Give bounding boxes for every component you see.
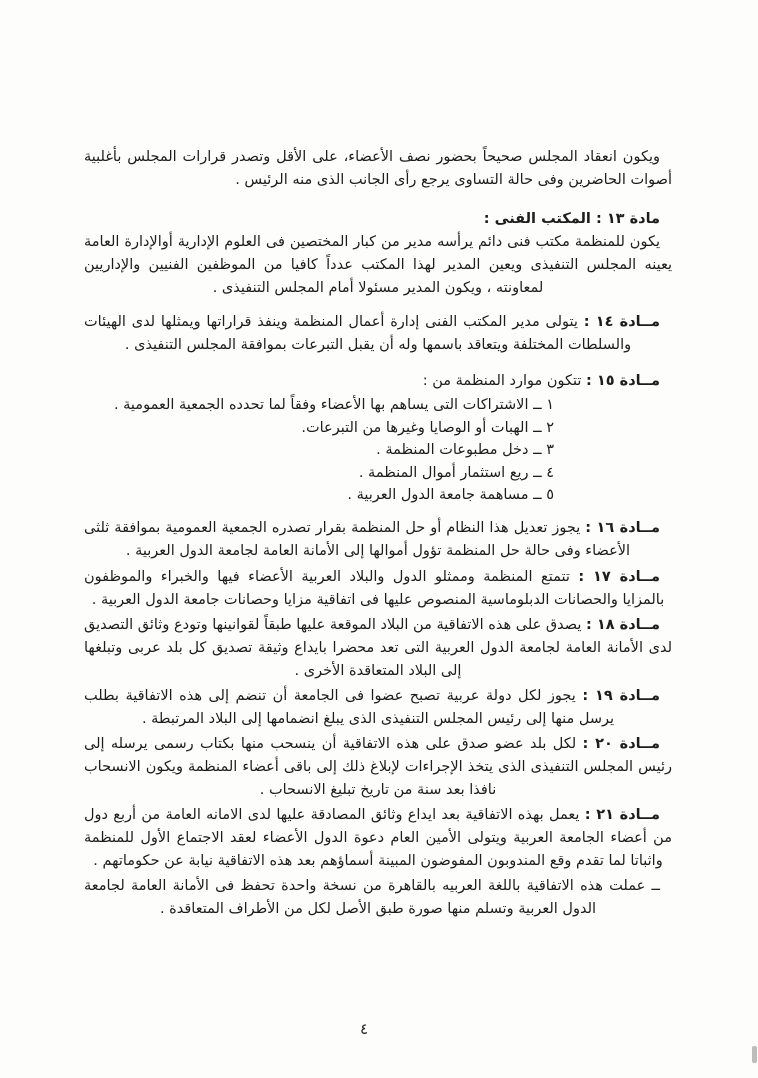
resources-list-item-2: ٢ ــ الهبات أو الوصايا وغيرها من التبرعات. [301,419,554,436]
article-14-paragraph [84,311,672,357]
article-13-text: يكون للمنظمة مكتب فنى دائم يرأسه مدير من كبار المختصين فى العلوم الإدارية أوالإدارة العامة يعينه المجلس التنفيذى ويعين المدير لهذا المكتب عدداً كافيا من الموظفين الفنيين والإداريين لمعاونته ، ويكون المدير مسئولا أمام المجلس التنفيذى . [84,234,672,296]
article-17-text: تتمتع المنظمة وممثلو الدول والبلاد العربية الأعضاء فيها والخبراء والموظفون بالمزايا والحصانات الدبلوماسية المنصوص عليها فى اتفاقية مزايا وحصانات جامعة الدول العربية . [84,568,665,608]
article-15-paragraph [84,370,672,393]
article-21-text: يعمل بهذه الاتفاقية بعد ايداع وثائق المصادقة عليها لدى الامانه العامة من أربع دول من أعضاء الجامعة العربية ويتولى الأمين العام دعوة الدول الأعضاء لعقد الاجتماع الأول للمنظمة واثباتا لما تقدم وقع المندوبون المفوضون المبينة أسماؤهم بعد هذه الاتفاقية نيابة عن حكوماتهم . [84,806,672,869]
article-19-paragraph [84,685,672,731]
intro-paragraph: ويكون انعقاد المجلس صحيحاً بحضور نصف الأعضاء، على الأقل وتصدر قرارات المجلس بأغلبية أصوات الحاضرين وفى حالة التساوى يرجع رأى الجانب الذى منه الرئيس . [84,149,672,188]
article-17-label: مــادة ١٧ : [578,568,660,585]
article-16-label: مــادة ١٦ : [585,519,660,536]
article-20-paragraph [84,733,672,802]
resources-list-item-5: ٥ ــ مساهمة جامعة الدول العربية . [347,487,554,503]
resources-list-item-3: ٣ ــ دخل مطبوعات المنظمة . [376,442,554,458]
page-number: ٤ [359,1020,369,1038]
article-15-text: تتكون موارد المنظمة من : [422,373,582,389]
article-14-label: مــادة ١٤ : [583,314,660,330]
resources-list [84,394,672,507]
closing-paragraph: ــ عملت هذه الاتفاقية باللغة العربيه بالقاهرة من نسخة واحدة تحفظ فى الأمانة العامة لجامعة الدول العربية وتسلم منها صورة طبق الأصل لكل من الأطراف المتعاقدة . [84,877,660,917]
article-20-text: لكل بلد عضو صدق على هذه الاتفاقية أن ينسحب منها بكتاب رسمى يرسله إلى رئيس المجلس التنفيذى الذى يتخذ الإجراءات لإبلاغ ذلك إلى باقى أعضاء المنظمة ويكون الانسحاب نافذا بعد سنة من تاريخ تبليغ الانسحاب . [84,735,672,798]
resources-list-item-1: ١ ــ الاشتراكات التى يساهم بها الأعضاء وفقاً لما تحدده الجمعية العمومية . [113,397,554,413]
article-18-paragraph [84,614,672,683]
article-13-heading: مادة ١٣ : المكتب الفنى : [483,211,660,227]
article-13 [84,207,672,300]
article-18-label: مــادة ١٨ : [586,616,660,633]
resources-list-item-4: ٤ ــ ريع استثمار أموال المنظمة . [358,464,554,481]
article-16-text: يجوز تعديل هذا النظام أو حل المنظمة بقرار تصدره الجمعية العمومية بموافقة ثلثى الأعضاء وفى حالة حل المنظمة تؤول أموالها إلى الأمانة العامة لجامعة الدول العربية . [84,519,631,559]
article-19-label: مــادة ١٩ : [582,687,661,704]
article-15 [84,370,672,507]
article-15-label: مــادة ١٥ : [586,373,660,389]
scan-edge-artifact [752,1046,757,1063]
article-17-paragraph [84,566,672,612]
article-21-label: مــادة ٢١ : [584,806,661,823]
article-18-text: يصدق على هذه الاتفاقية من البلاد الموقعة عليها طبقاً لقوانينها وتودع وثائق التصديق لدى الأمانة العامة لجامعة الدول العربية التى تعد محضرا بايداع وثيقة تصديق كل بلد عربى وتبلغها إلى البلاد المتعاقدة الأخرى . [84,616,672,679]
document-text-block [84,146,672,921]
article-21-paragraph [84,804,672,873]
article-20-label: مــادة ٢٠ : [582,735,660,752]
article-14-text: يتولى مدير المكتب الفنى إدارة أعمال المنظمة وينفذ قراراتها ويمثلها لدى الهيئات والسلطات المختلفة ويتعاقد باسمها وله أن يقبل التبرعات بموافقة المجلس التنفيذى . [84,314,632,353]
article-19-text: يجوز لكل دولة عربية تصبح عضوا فى الجامعة أن تنضم إلى هذه الاتفاقية بطلب يرسل منها إلى رئيس المجلس التنفيذى الذى يبلغ انضمامها إلى البلاد المرتبطة . [84,687,615,727]
article-16-paragraph [84,517,672,563]
